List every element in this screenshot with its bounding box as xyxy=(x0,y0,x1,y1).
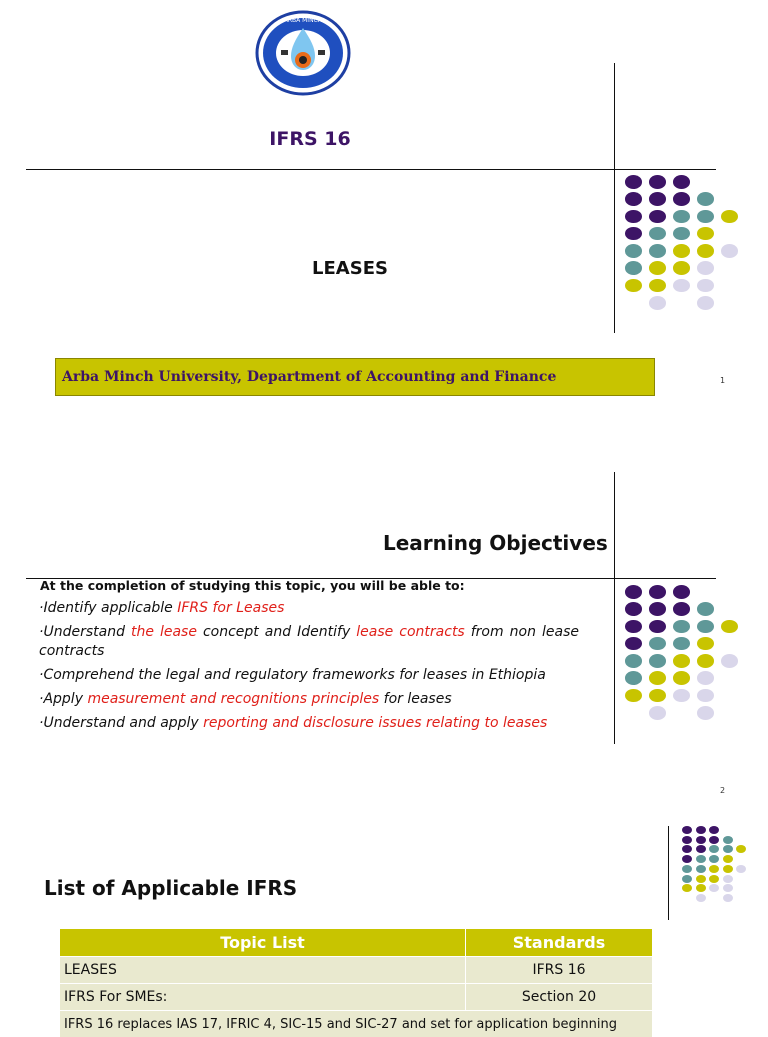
decorative-dot xyxy=(625,261,642,275)
decorative-dot xyxy=(709,855,719,863)
decorative-dot xyxy=(625,227,642,241)
objective-item: ·Comprehend the legal and regulatory frameworks for leases in Ethiopia xyxy=(39,666,579,685)
decorative-dot xyxy=(673,654,690,668)
svg-text:ARBA MINCH: ARBA MINCH xyxy=(284,17,323,24)
decorative-dot xyxy=(736,845,746,853)
decorative-dot xyxy=(673,227,690,241)
objective-text: the lease xyxy=(131,624,197,640)
decorative-dot xyxy=(649,210,666,224)
decorative-dot xyxy=(625,654,642,668)
objective-item: ·Understand and apply reporting and disclosure issues relating to leases xyxy=(39,714,579,733)
decorative-dot xyxy=(673,192,690,206)
slide-3-vertical-rule xyxy=(668,826,669,920)
objective-text: lease contracts xyxy=(356,624,464,640)
ifrs-table xyxy=(60,929,653,1037)
objective-item: ·Identify applicable IFRS for Leases xyxy=(39,599,579,618)
decorative-dot xyxy=(682,865,692,873)
decorative-dot xyxy=(697,689,714,703)
decorative-dot xyxy=(649,671,666,685)
objective-text: Comprehend the legal and regulatory frameworks for leases in Ethiopia xyxy=(43,667,545,683)
decorative-dot xyxy=(673,210,690,224)
decorative-dot xyxy=(673,637,690,651)
objective-item: ·Understand the lease concept and Identify lease contracts from non lease contracts xyxy=(39,623,579,661)
decorative-dot xyxy=(625,620,642,634)
slide-3-dot-pattern xyxy=(682,826,757,910)
decorative-dot xyxy=(649,244,666,258)
table-cell: IFRS 16 xyxy=(466,957,653,984)
objective-text: measurement and recognitions principles xyxy=(87,691,379,707)
decorative-dot xyxy=(673,244,690,258)
decorative-dot xyxy=(696,875,706,883)
decorative-dot xyxy=(649,261,666,275)
decorative-dot xyxy=(682,836,692,844)
decorative-dot xyxy=(697,192,714,206)
decorative-dot xyxy=(673,585,690,599)
page-number-1: 1 xyxy=(720,376,725,385)
decorative-dot xyxy=(697,602,714,616)
decorative-dot xyxy=(697,637,714,651)
decorative-dot xyxy=(649,602,666,616)
slide-1-banner xyxy=(55,358,655,396)
decorative-dot xyxy=(649,706,666,720)
decorative-dot xyxy=(625,637,642,651)
decorative-dot xyxy=(721,244,738,258)
decorative-dot xyxy=(697,261,714,275)
slide-1-title: IFRS 16 xyxy=(250,128,370,150)
table-cell: IFRS For SMEs: xyxy=(60,984,466,1011)
decorative-dot xyxy=(673,602,690,616)
slide-2-dot-pattern xyxy=(625,585,750,725)
decorative-dot xyxy=(709,875,719,883)
decorative-dot xyxy=(649,296,666,310)
objectives-lead: At the completion of studying this topic, you will be able to: xyxy=(40,578,465,593)
decorative-dot xyxy=(649,175,666,189)
decorative-dot xyxy=(709,865,719,873)
objective-text: concept and Identify xyxy=(197,624,356,640)
objective-text: Understand and apply xyxy=(43,715,203,731)
decorative-dot xyxy=(696,894,706,902)
objective-text: Apply xyxy=(43,691,87,707)
decorative-dot xyxy=(696,836,706,844)
slide-3-title: List of Applicable IFRS xyxy=(44,876,297,900)
decorative-dot xyxy=(723,884,733,892)
decorative-dot xyxy=(709,826,719,834)
slide-1-vertical-rule xyxy=(614,63,615,333)
table-cell: LEASES xyxy=(60,957,466,984)
slide-2-title: Learning Objectives xyxy=(383,531,608,555)
slide-1-subtitle: LEASES xyxy=(290,258,410,279)
objective-text: Understand xyxy=(43,624,131,640)
decorative-dot xyxy=(682,845,692,853)
decorative-dot xyxy=(723,875,733,883)
decorative-dot xyxy=(625,210,642,224)
objective-text: reporting and disclosure issues relating to leases xyxy=(203,715,547,731)
decorative-dot xyxy=(723,865,733,873)
decorative-dot xyxy=(697,706,714,720)
decorative-dot xyxy=(697,620,714,634)
page-number-2: 2 xyxy=(720,786,725,795)
decorative-dot xyxy=(697,227,714,241)
decorative-dot xyxy=(625,192,642,206)
decorative-dot xyxy=(696,826,706,834)
decorative-dot xyxy=(721,654,738,668)
objective-text: from non lease contracts xyxy=(39,624,579,659)
decorative-dot xyxy=(696,884,706,892)
decorative-dot xyxy=(682,875,692,883)
table-row xyxy=(60,957,653,984)
decorative-dot xyxy=(721,210,738,224)
decorative-dot xyxy=(625,585,642,599)
decorative-dot xyxy=(709,845,719,853)
decorative-dot xyxy=(673,279,690,293)
decorative-dot xyxy=(696,865,706,873)
objectives-list xyxy=(39,599,579,738)
table-cell: Section 20 xyxy=(466,984,653,1011)
decorative-dot xyxy=(649,620,666,634)
table-cell-note: IFRS 16 replaces IAS 17, IFRIC 4, SIC-15 and SIC-27 and set for application beginning xyxy=(60,1011,653,1037)
decorative-dot xyxy=(696,845,706,853)
decorative-dot xyxy=(697,296,714,310)
decorative-dot xyxy=(697,210,714,224)
decorative-dot xyxy=(625,602,642,616)
decorative-dot xyxy=(682,855,692,863)
decorative-dot xyxy=(649,637,666,651)
objective-text: for leases xyxy=(379,691,451,707)
table-row xyxy=(60,984,653,1011)
decorative-dot xyxy=(697,244,714,258)
decorative-dot xyxy=(625,279,642,293)
decorative-dot xyxy=(673,671,690,685)
decorative-dot xyxy=(696,855,706,863)
decorative-dot xyxy=(709,836,719,844)
decorative-dot xyxy=(649,279,666,293)
objective-text: Identify applicable xyxy=(43,600,177,616)
decorative-dot xyxy=(649,585,666,599)
table-header-topic: Topic List xyxy=(60,929,466,957)
decorative-dot xyxy=(709,884,719,892)
slide-1-dot-pattern xyxy=(625,175,750,315)
decorative-dot xyxy=(723,894,733,902)
decorative-dot xyxy=(721,620,738,634)
decorative-dot xyxy=(625,244,642,258)
slide-1-horizontal-rule xyxy=(26,169,716,170)
decorative-dot xyxy=(673,175,690,189)
objective-item: ·Apply measurement and recognitions principles for leases xyxy=(39,690,579,709)
decorative-dot xyxy=(673,261,690,275)
objective-text: IFRS for Leases xyxy=(177,600,284,616)
slide-2-vertical-rule xyxy=(614,472,615,744)
decorative-dot xyxy=(723,845,733,853)
decorative-dot xyxy=(682,826,692,834)
decorative-dot xyxy=(723,836,733,844)
decorative-dot xyxy=(736,865,746,873)
decorative-dot xyxy=(649,192,666,206)
banner-text: Arba Minch University, Department of Accounting and Finance xyxy=(62,369,556,385)
decorative-dot xyxy=(723,855,733,863)
decorative-dot xyxy=(697,279,714,293)
decorative-dot xyxy=(697,671,714,685)
decorative-dot xyxy=(697,654,714,668)
decorative-dot xyxy=(673,620,690,634)
decorative-dot xyxy=(673,689,690,703)
decorative-dot xyxy=(649,227,666,241)
decorative-dot xyxy=(625,671,642,685)
university-logo xyxy=(255,10,351,96)
table-header-standards: Standards xyxy=(466,929,653,957)
decorative-dot xyxy=(649,654,666,668)
decorative-dot xyxy=(625,689,642,703)
decorative-dot xyxy=(649,689,666,703)
decorative-dot xyxy=(682,884,692,892)
decorative-dot xyxy=(625,175,642,189)
